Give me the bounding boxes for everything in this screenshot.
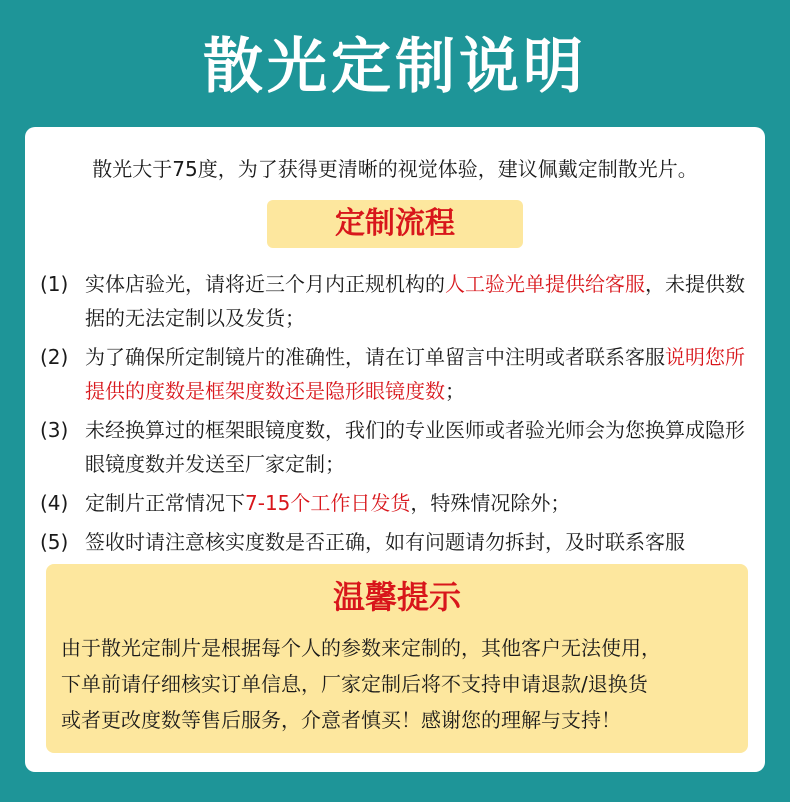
tips-title: 温馨提示 — [332, 578, 461, 616]
step-text-plain: 实体店验光，请将近三个月内正规机构的 — [85, 272, 445, 296]
step-text-plain: ，未提供数据的无法定制以及发货； — [85, 272, 745, 330]
content-card — [25, 127, 765, 772]
tips-body — [61, 630, 733, 738]
tips-line: 由于散光定制片是根据每个人的参数来定制的，其他客户无法使用， — [61, 636, 661, 660]
process-steps — [40, 267, 752, 564]
step-text-plain: 为了确保所定制镜片的准确性，请在订单留言中注明或者联系客服 — [85, 345, 665, 369]
step-number: (3) — [40, 418, 69, 442]
step-number: (2) — [40, 345, 69, 369]
step-text-plain: 定制片正常情况下 — [85, 491, 245, 515]
step-text-plain: 签收时请注意核实度数是否正确，如有问题请勿拆封，及时联系客服 — [85, 530, 685, 554]
tips-line: 或者更改度数等售后服务，介意者慎买！感谢您的理解与支持！ — [61, 708, 621, 732]
step-text — [85, 413, 752, 481]
step-text — [85, 340, 752, 408]
step-text-plain: 未经换算过的框架眼镜度数，我们的专业医师或者验光师会为您换算成隐形眼镜度数并发送至厂家定制； — [85, 418, 745, 476]
tips-box — [46, 564, 748, 753]
tips-line: 下单前请仔细核实订单信息，厂家定制后将不支持申请退款/退换货 — [61, 672, 648, 696]
step-text-highlight: 7-15个工作日发货 — [245, 491, 411, 515]
step-item — [40, 525, 752, 559]
step-text-highlight: 说明您所提供的度数是框架度数还是隐形眼镜度数 — [85, 345, 745, 403]
step-item — [40, 340, 752, 408]
step-item — [40, 486, 752, 520]
step-number: (5) — [40, 530, 69, 554]
step-text-highlight: 人工验光单提供给客服 — [445, 272, 645, 296]
step-text — [85, 267, 752, 335]
step-number: (1) — [40, 272, 69, 296]
step-number: (4) — [40, 491, 69, 515]
step-text-plain: ，特殊情况除外； — [410, 491, 571, 515]
step-item — [40, 413, 752, 481]
step-text — [85, 525, 752, 559]
step-text — [85, 486, 752, 520]
process-heading: 定制流程 — [267, 200, 523, 248]
step-text-plain: ； — [445, 379, 465, 403]
step-item — [40, 267, 752, 335]
intro-text: 散光大于75度，为了获得更清晰的视觉体验，建议佩戴定制散光片。 — [92, 157, 698, 181]
page-title: 散光定制说明 — [203, 32, 587, 102]
